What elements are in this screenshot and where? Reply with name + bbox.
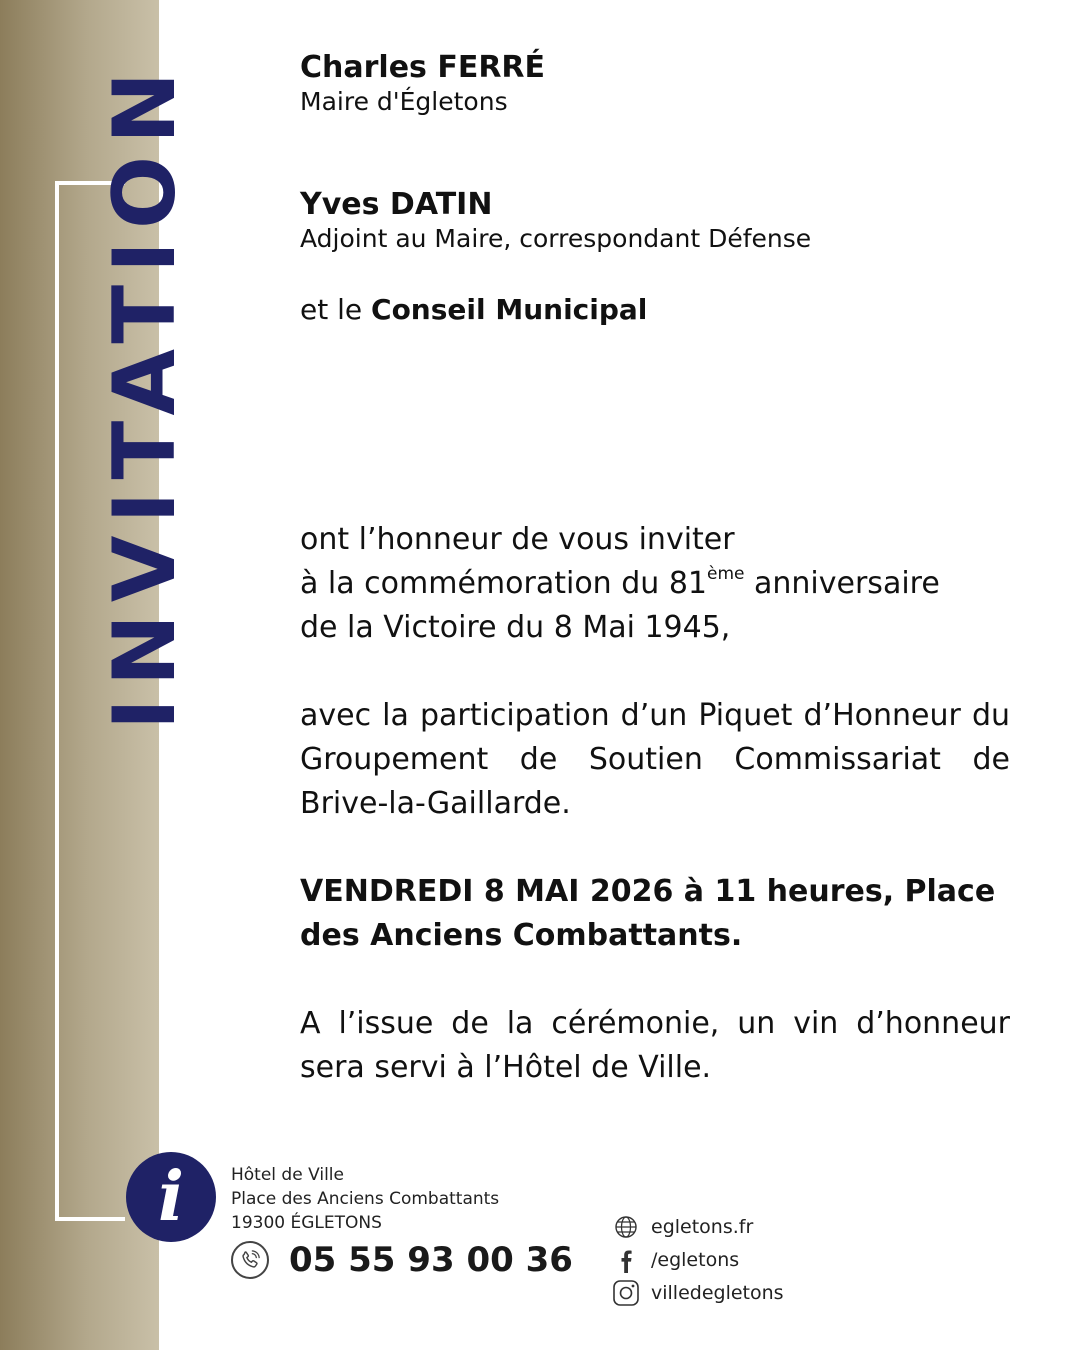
address-block [231,1163,499,1235]
host-2 [300,187,811,255]
website-label: egletons.fr [651,1215,754,1238]
facebook-label: /egletons [651,1248,740,1271]
address-line: Place des Anciens Combattants [231,1189,500,1209]
globe-icon [612,1213,640,1241]
social-links [612,1210,784,1309]
invitation-text [300,518,1010,650]
host-2-role: Adjoint au Maire, correspondant Défense [300,224,812,253]
phone-number[interactable]: 05 55 93 00 36 [289,1240,573,1280]
social-facebook[interactable] [612,1243,784,1276]
participation-text: avec la participation d’un Piquet d’Honneur du Groupement de Soutien Commissariat de Brive-la-Gaillarde. [300,698,1010,821]
council-prefix: et le [300,293,372,326]
host-1 [300,50,545,118]
invitation-title: INVITATION [95,59,195,731]
invitation-line-2-start: à la commémoration du 81 [300,566,707,601]
social-instagram[interactable] [612,1276,784,1309]
host-1-name: Charles FERRÉ [300,50,546,85]
social-website[interactable] [612,1210,784,1243]
host-2-name: Yves DATIN [300,187,493,222]
facebook-icon [612,1246,640,1274]
council-line [300,293,647,327]
host-1-role: Maire d'Égletons [300,87,508,116]
address-line: Hôtel de Ville [231,1165,344,1185]
instagram-icon [612,1279,640,1307]
phone-icon [231,1241,269,1279]
invitation-line-2-end: anniversaire [744,566,940,601]
reception-text: A l’issue de la cérémonie, un vin d’honneur sera servi à l’Hôtel de Ville. [300,1006,1010,1085]
invitation-line-1: ont l’honneur de vous inviter [300,522,735,557]
ordinal-suffix: ème [707,564,745,584]
council-name: Conseil Municipal [371,293,648,326]
address-line: 19300 ÉGLETONS [231,1213,382,1233]
invitation-line-3: de la Victoire du 8 Mai 1945, [300,610,731,645]
instagram-label: villedegletons [651,1281,784,1304]
event-date: VENDREDI 8 MAI 2026 à 11 heures, Place des Anciens Combattants. [300,874,996,953]
invitation-line-2 [300,562,1010,606]
info-icon: i [126,1152,216,1242]
